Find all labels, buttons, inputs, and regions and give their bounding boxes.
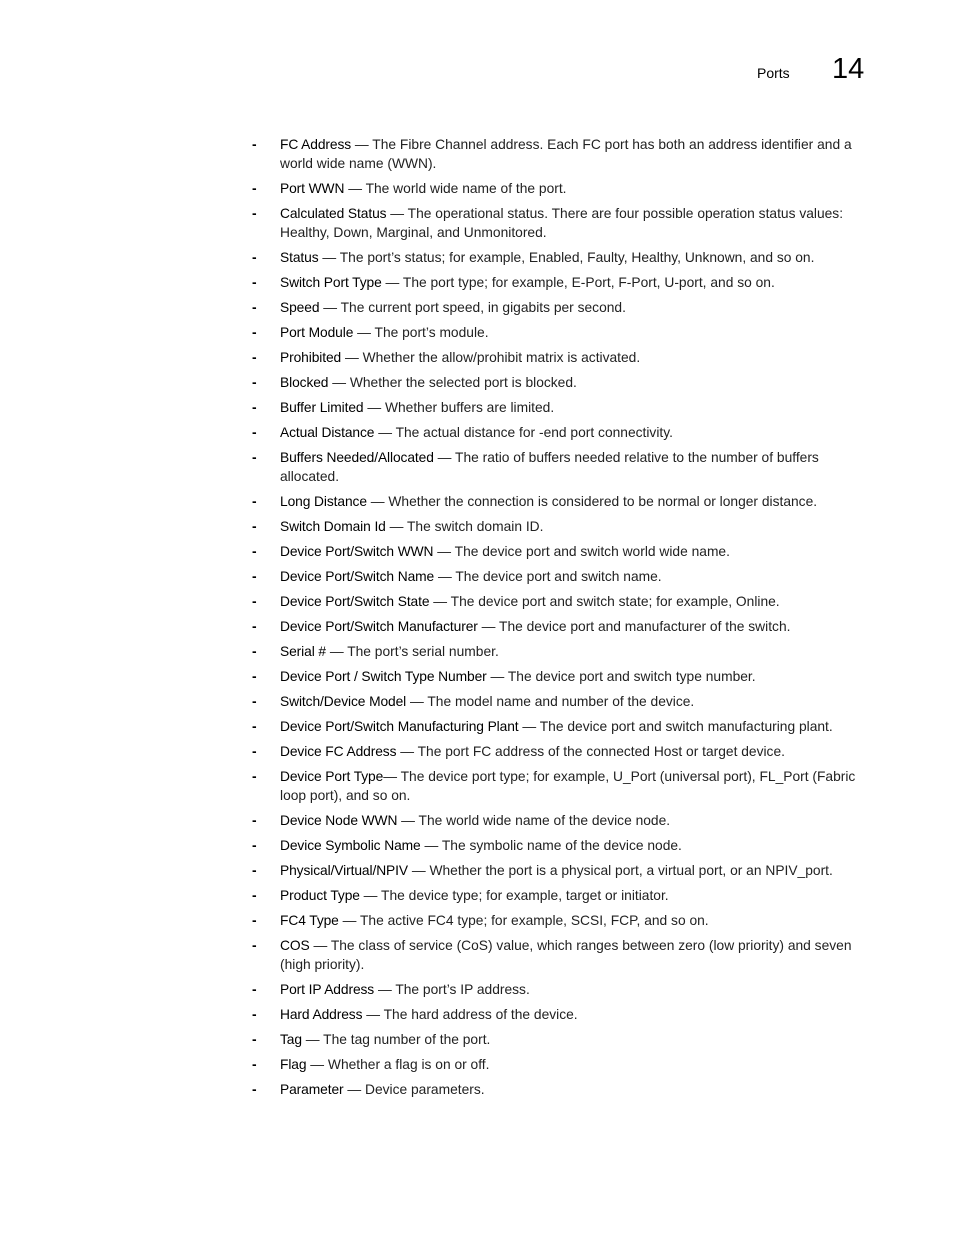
list-item [250, 373, 875, 392]
item-term: Product Type [280, 888, 360, 903]
list-item [250, 861, 875, 880]
item-term: Device FC Address [280, 744, 397, 759]
list-item [250, 642, 875, 661]
bullet-dash: - [252, 594, 257, 609]
bullet-dash: - [252, 250, 257, 265]
item-description: — The port’s status; for example, Enabled, Faulty, Healthy, Unknown, and so on. [318, 250, 815, 265]
item-term: Switch/Device Model [280, 694, 407, 709]
item-description: — The device type; for example, target or initiator. [359, 888, 669, 903]
section-title: Ports [757, 65, 790, 81]
item-term: Speed [280, 300, 320, 315]
bullet-dash: - [252, 275, 257, 290]
item-description: — The port type; for example, E-Port, F-Port, U-port, and so on. [381, 275, 775, 290]
list-item [250, 717, 875, 736]
item-description: — The device port and switch state; for example, Online. [429, 594, 780, 609]
list-item [250, 1005, 875, 1024]
item-description: — The world wide name of the port. [344, 181, 567, 196]
list-item [250, 248, 875, 267]
item-description: — The tag number of the port. [301, 1032, 491, 1047]
list-item [250, 911, 875, 930]
item-description: — Whether the connection is considered to be normal or longer distance. [366, 494, 818, 509]
item-description: — The port FC address of the connected Host or target device. [396, 744, 785, 759]
item-term: Device Port/Switch WWN [280, 544, 434, 559]
bullet-dash: - [252, 1057, 257, 1072]
list-item [250, 836, 875, 855]
item-term: Status [280, 250, 319, 265]
list-item [250, 692, 875, 711]
item-term: Device Symbolic Name [280, 838, 421, 853]
item-description: — Device parameters. [343, 1082, 485, 1097]
chapter-number: 14 [832, 53, 865, 85]
item-term: Device Node WWN [280, 813, 398, 828]
item-description: — The port’s serial number. [325, 644, 499, 659]
item-term: Buffers Needed/Allocated [280, 450, 434, 465]
list-item [250, 323, 875, 342]
item-description: — Whether the selected port is blocked. [328, 375, 577, 390]
item-term: Hard Address [280, 1007, 363, 1022]
list-item [250, 811, 875, 830]
item-term: Port Module [280, 325, 354, 340]
item-term: Switch Domain Id [280, 519, 386, 534]
item-term: Device Port/Switch Name [280, 569, 435, 584]
list-item [250, 1080, 875, 1099]
list-item [250, 886, 875, 905]
item-description: — The switch domain ID. [385, 519, 544, 534]
item-description: — The actual distance for -end port connectivity. [374, 425, 673, 440]
item-term: Prohibited [280, 350, 342, 365]
item-term: Device Port / Switch Type Number [280, 669, 487, 684]
bullet-dash: - [252, 300, 257, 315]
bullet-dash: - [252, 938, 257, 953]
list-item [250, 423, 875, 442]
item-term: FC4 Type [280, 913, 339, 928]
bullet-dash: - [252, 744, 257, 759]
item-description: — The Fibre Channel address. Each FC port has both an address identifier and a world wide name (WWN). [280, 137, 852, 171]
bullet-dash: - [252, 694, 257, 709]
bullet-dash: - [252, 982, 257, 997]
item-term: COS [280, 938, 310, 953]
item-description: — The device port and switch type number. [486, 669, 756, 684]
item-description: — The operational status. There are four possible operation status values: Healthy, Down, Marginal, and Unmonitored. [280, 206, 844, 240]
bullet-dash: - [252, 569, 257, 584]
bullet-dash: - [252, 375, 257, 390]
item-description: — The hard address of the device. [362, 1007, 578, 1022]
item-description: — The model name and number of the device. [406, 694, 695, 709]
item-description: — Whether a flag is on or off. [306, 1057, 490, 1072]
list-item [250, 567, 875, 586]
item-description: — The device port and manufacturer of the switch. [477, 619, 791, 634]
item-term: Port IP Address [280, 982, 375, 997]
bullet-dash: - [252, 181, 257, 196]
bullet-dash: - [252, 1082, 257, 1097]
item-description: — Whether the allow/prohibit matrix is activated. [341, 350, 641, 365]
item-description: — The device port and switch manufacturing plant. [518, 719, 833, 734]
list-item [250, 1055, 875, 1074]
bullet-dash: - [252, 325, 257, 340]
bullet-dash: - [252, 206, 257, 221]
item-description: — The device port type; for example, U_Port (universal port), FL_Port (Fabric loop port), and so on. [280, 769, 856, 803]
list-item [250, 348, 875, 367]
bullet-dash: - [252, 769, 257, 784]
item-description: — The class of service (CoS) value, which ranges between zero (low priority) and seven (high priority). [280, 938, 852, 972]
bullet-dash: - [252, 450, 257, 465]
list-item [250, 936, 875, 974]
item-term: Calculated Status [280, 206, 387, 221]
bullet-dash: - [252, 1032, 257, 1047]
item-description: — The active FC4 type; for example, SCSI, FCP, and so on. [338, 913, 709, 928]
item-description: — The port’s module. [353, 325, 489, 340]
item-term: Device Port/Switch State [280, 594, 430, 609]
list-item [250, 179, 875, 198]
list-item [250, 298, 875, 317]
list-item [250, 1030, 875, 1049]
bullet-dash: - [252, 519, 257, 534]
bullet-dash: - [252, 813, 257, 828]
item-term: Device Port Type [280, 769, 384, 784]
item-description: — The current port speed, in gigabits per second. [319, 300, 626, 315]
item-term: Parameter [280, 1082, 344, 1097]
bullet-dash: - [252, 400, 257, 415]
item-description: — The device port and switch world wide name. [433, 544, 730, 559]
bullet-dash: - [252, 619, 257, 634]
list-item [250, 135, 875, 173]
list-item [250, 398, 875, 417]
bullet-dash: - [252, 1007, 257, 1022]
item-term: Switch Port Type [280, 275, 382, 290]
definition-list [250, 135, 875, 1105]
item-term: Buffer Limited [280, 400, 364, 415]
item-description: — Whether the port is a physical port, a virtual port, or an NPIV_port. [408, 863, 833, 878]
bullet-dash: - [252, 137, 257, 152]
item-description: — The device port and switch name. [434, 569, 662, 584]
item-term: Flag [280, 1057, 307, 1072]
bullet-dash: - [252, 669, 257, 684]
bullet-dash: - [252, 350, 257, 365]
list-item [250, 980, 875, 999]
item-term: Device Port/Switch Manufacturer [280, 619, 478, 634]
item-term: Port WWN [280, 181, 345, 196]
item-description: — The symbolic name of the device node. [420, 838, 682, 853]
item-term: Physical/Virtual/NPIV [280, 863, 409, 878]
list-item [250, 448, 875, 486]
bullet-dash: - [252, 544, 257, 559]
list-item [250, 742, 875, 761]
item-term: Blocked [280, 375, 329, 390]
item-description: — The world wide name of the device node. [397, 813, 671, 828]
item-term: Long Distance [280, 494, 367, 509]
bullet-dash: - [252, 838, 257, 853]
bullet-dash: - [252, 644, 257, 659]
item-description: — Whether buffers are limited. [363, 400, 555, 415]
item-term: Serial # [280, 644, 326, 659]
list-item [250, 667, 875, 686]
item-description: — The port’s IP address. [374, 982, 530, 997]
bullet-dash: - [252, 494, 257, 509]
list-item [250, 592, 875, 611]
item-term: FC Address [280, 137, 352, 152]
item-term: Actual Distance [280, 425, 375, 440]
bullet-dash: - [252, 425, 257, 440]
bullet-dash: - [252, 888, 257, 903]
list-item [250, 273, 875, 292]
bullet-dash: - [252, 913, 257, 928]
bullet-dash: - [252, 863, 257, 878]
list-item [250, 542, 875, 561]
list-item [250, 767, 875, 805]
item-description: — The ratio of buffers needed relative to the number of buffers allocated. [280, 450, 819, 484]
item-term: Tag [280, 1032, 302, 1047]
bullet-dash: - [252, 719, 257, 734]
item-term: Device Port/Switch Manufacturing Plant [280, 719, 519, 734]
list-item [250, 517, 875, 536]
list-item [250, 617, 875, 636]
list-item [250, 492, 875, 511]
list-item [250, 204, 875, 242]
